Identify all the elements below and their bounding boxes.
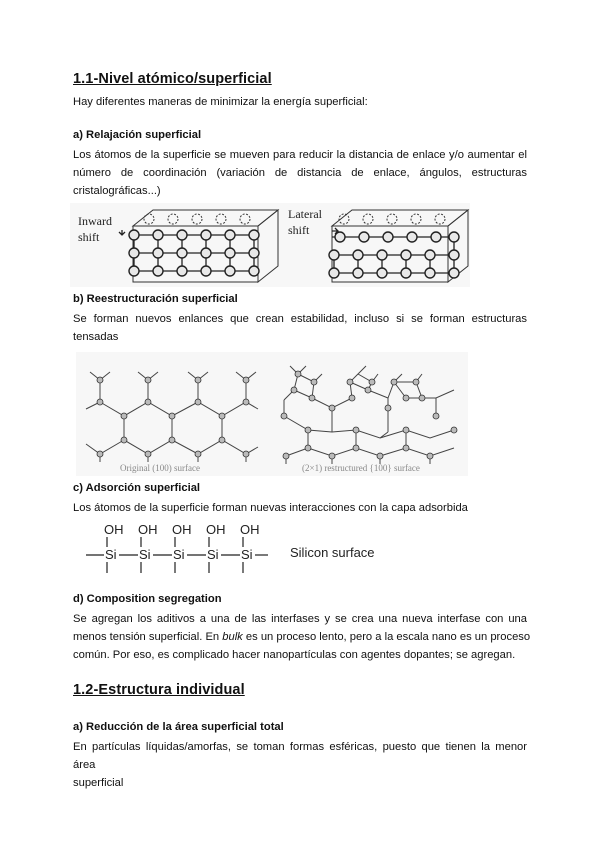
oh-group: OH bbox=[240, 522, 260, 537]
oh-group: OH bbox=[172, 522, 192, 537]
section-title-1-2: 1.2-Estructura individual bbox=[73, 682, 245, 698]
intro-paragraph: Hay diferentes maneras de minimizar la energía superficial: bbox=[73, 96, 368, 108]
heading-relajacion: a) Relajación superficial bbox=[73, 129, 202, 141]
figure-background bbox=[76, 352, 468, 476]
emphasis-bulk: bulk bbox=[222, 631, 243, 644]
paragraph-line bbox=[73, 628, 531, 646]
lateral-label: Lateral bbox=[288, 207, 322, 221]
silicon-surface-figure bbox=[76, 517, 396, 581]
heading-reduccion: a) Reducción de la área superficial total bbox=[73, 721, 284, 733]
paragraph-adsorcion: Los átomos de la superficie forman nuevas interacciones con la capa adsorbida bbox=[73, 502, 468, 514]
oh-group: OH bbox=[104, 522, 124, 537]
si-atom: Si bbox=[207, 547, 219, 562]
si-atom: Si bbox=[105, 547, 117, 562]
si-atom: Si bbox=[139, 547, 151, 562]
paragraph-line: Los átomos de la superficie se mueven para reducir la distancia de enlace y/o aumentar el bbox=[73, 149, 527, 161]
heading-segregation: d) Composition segregation bbox=[73, 593, 222, 605]
si-atom: Si bbox=[241, 547, 253, 562]
paragraph-line: Se agregan los aditivos a una de las interfases y se crea una nueva interfase con una bbox=[73, 613, 527, 625]
paragraph-line: Se forman nuevos enlances que crean estabilidad, incluso si se forman estructuras bbox=[73, 313, 527, 325]
section-title-1-1: 1.1-Nivel atómico/superficial bbox=[73, 71, 272, 87]
si-atom: Si bbox=[173, 547, 185, 562]
surface-restructuring-figure bbox=[76, 352, 468, 476]
paragraph-line: número de coordinación (variación de distancia de enlace, ángulos, estructuras bbox=[73, 167, 527, 180]
heading-adsorcion: c) Adsorción superficial bbox=[73, 482, 201, 494]
oh-group: OH bbox=[138, 522, 158, 537]
paragraph-line: tensadas bbox=[73, 331, 119, 344]
paragraph-line: común. Por eso, es complicado hacer nanopartículas con agentes dopantes; se agregan. bbox=[73, 649, 516, 662]
paragraph-reestructuracion bbox=[73, 310, 527, 346]
heading-reestructuracion: b) Reestructuración superficial bbox=[73, 293, 238, 305]
paragraph-relajacion bbox=[73, 146, 527, 201]
lateral-shift-label: shift bbox=[288, 223, 310, 237]
surface-relaxation-figure bbox=[70, 203, 470, 287]
caption-original-surface: Original (100) surface bbox=[120, 463, 200, 473]
shift-label: shift bbox=[78, 230, 100, 244]
caption-restructured-surface: (2×1) restructured {100} surface bbox=[302, 463, 420, 473]
paragraph-line: En partículas líquidas/amorfas, se toman formas esféricas, puesto que tienen la menor área bbox=[73, 741, 527, 772]
text-span: menos tensión superficial. En bbox=[73, 631, 223, 644]
silicon-surface-label: Silicon surface bbox=[290, 545, 375, 560]
paragraph-line: cristalográficas...) bbox=[73, 185, 161, 198]
paragraph-segregation bbox=[73, 610, 531, 665]
paragraph-reduccion bbox=[73, 738, 527, 793]
inward-label: Inward bbox=[78, 214, 112, 228]
paragraph-line: superficial bbox=[73, 777, 124, 790]
text-span: es un proceso lento, pero a la escala nano es un proceso bbox=[245, 631, 531, 644]
oh-group: OH bbox=[206, 522, 226, 537]
